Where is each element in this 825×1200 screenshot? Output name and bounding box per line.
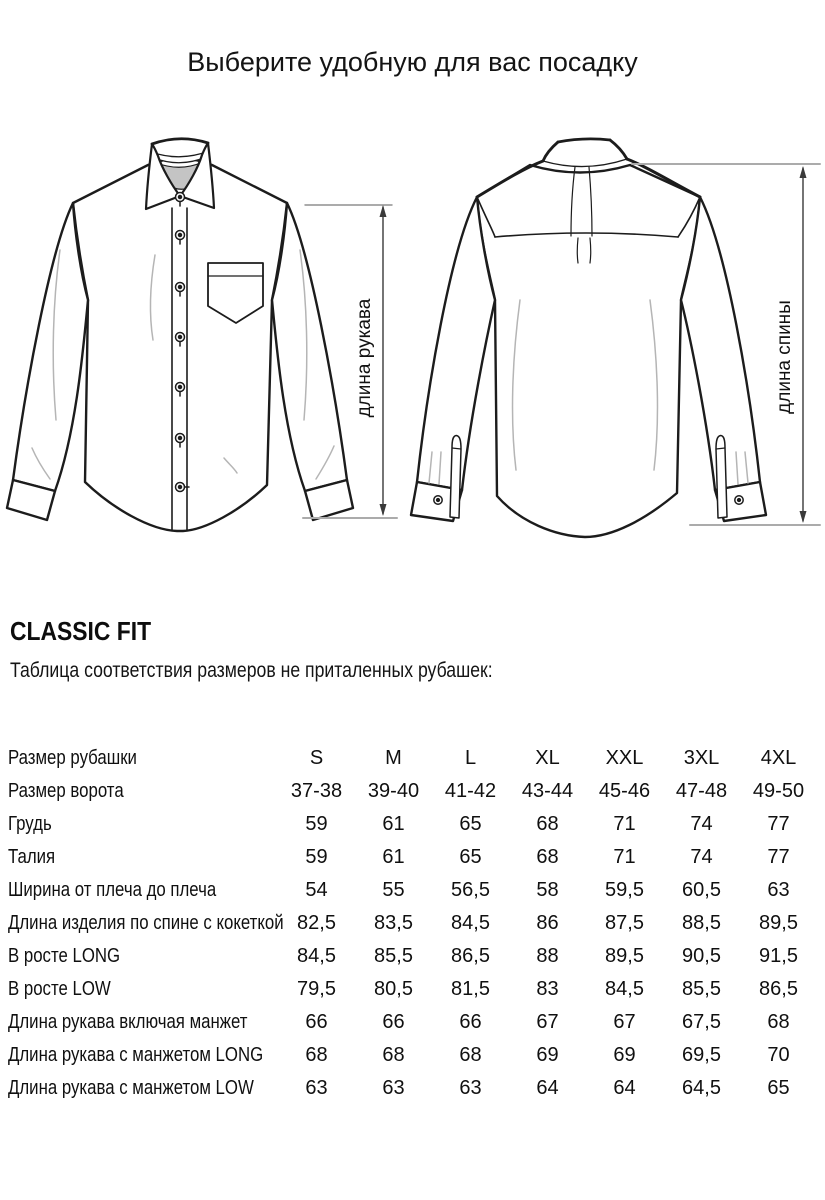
cell-value: 54 bbox=[305, 879, 328, 901]
cell-value: 86,5 bbox=[451, 945, 490, 967]
table-row bbox=[8, 874, 817, 907]
row-label: Длина рукава включая манжет bbox=[8, 1011, 248, 1033]
table-row bbox=[8, 808, 817, 841]
shirt-back-drawing bbox=[411, 139, 766, 537]
cell-value: 66 bbox=[382, 1011, 405, 1033]
row-label: В росте LOW bbox=[8, 978, 111, 1000]
row-label: Грудь bbox=[8, 813, 52, 835]
cell-value: 64 bbox=[613, 1077, 636, 1099]
cell-value: 55 bbox=[382, 879, 405, 901]
cell-value: 86 bbox=[536, 912, 559, 934]
cell-value: 68 bbox=[536, 846, 559, 868]
cell-value: 80,5 bbox=[374, 978, 413, 1000]
cell-value: 91,5 bbox=[759, 945, 798, 967]
cell-value: 90,5 bbox=[682, 945, 721, 967]
cell-value: 66 bbox=[459, 1011, 482, 1033]
cell-value: 68 bbox=[382, 1044, 405, 1066]
cell-value: 88 bbox=[536, 945, 559, 967]
cell-value: 89,5 bbox=[605, 945, 644, 967]
table-row bbox=[8, 841, 817, 874]
cell-value: 61 bbox=[382, 813, 405, 835]
page-title: Выберите удобную для вас посадку bbox=[187, 47, 638, 77]
cell-value: 69 bbox=[536, 1044, 559, 1066]
shirt-front-drawing bbox=[7, 139, 353, 531]
cell-value: S bbox=[309, 747, 324, 769]
table-row bbox=[8, 1006, 817, 1039]
cell-value: 66 bbox=[305, 1011, 328, 1033]
cell-value: 69 bbox=[613, 1044, 636, 1066]
table-row bbox=[8, 973, 817, 1006]
cell-value: 41-42 bbox=[444, 780, 497, 802]
table-row bbox=[8, 775, 817, 808]
cell-value: 65 bbox=[459, 813, 482, 835]
table-row bbox=[8, 742, 817, 775]
row-label: Длина изделия по спине с кокеткой bbox=[8, 912, 284, 934]
cell-value: 83,5 bbox=[374, 912, 413, 934]
cell-value: 37-38 bbox=[290, 780, 343, 802]
cell-value: 88,5 bbox=[682, 912, 721, 934]
cell-value: 64,5 bbox=[682, 1077, 721, 1099]
cell-value: XL bbox=[535, 747, 560, 769]
cell-value: 77 bbox=[767, 846, 790, 868]
cell-value: 84,5 bbox=[297, 945, 336, 967]
cell-value: 79,5 bbox=[297, 978, 336, 1000]
cell-value: 67 bbox=[536, 1011, 559, 1033]
cell-value: 64 bbox=[536, 1077, 559, 1099]
row-label: Ширина от плеча до плеча bbox=[8, 879, 217, 901]
row-label: Длина рукава с манжетом LONG bbox=[8, 1044, 264, 1066]
cell-value: 84,5 bbox=[605, 978, 644, 1000]
table-subtitle: Таблица соответствия размеров не приталенных рубашек: bbox=[10, 659, 493, 682]
cell-value: 77 bbox=[767, 813, 790, 835]
cell-value: 58 bbox=[536, 879, 559, 901]
cell-value: 59 bbox=[305, 846, 328, 868]
cell-value: 86,5 bbox=[759, 978, 798, 1000]
row-label: Длина рукава с манжетом LOW bbox=[8, 1077, 254, 1099]
cell-value: 89,5 bbox=[759, 912, 798, 934]
cell-value: 3XL bbox=[683, 747, 720, 769]
cell-value: 68 bbox=[305, 1044, 328, 1066]
cell-value: 82,5 bbox=[297, 912, 336, 934]
table-row bbox=[8, 1072, 817, 1105]
sleeve-length-label: длина рукава bbox=[354, 298, 375, 418]
cell-value: 81,5 bbox=[451, 978, 490, 1000]
cell-value: 59 bbox=[305, 813, 328, 835]
cell-value: 70 bbox=[767, 1044, 790, 1066]
cell-value: 63 bbox=[382, 1077, 405, 1099]
table-row bbox=[8, 1039, 817, 1072]
cell-value: 65 bbox=[459, 846, 482, 868]
cell-value: 68 bbox=[767, 1011, 790, 1033]
cell-value: M bbox=[385, 747, 402, 769]
cell-value: 67 bbox=[613, 1011, 636, 1033]
cell-value: 47-48 bbox=[675, 780, 728, 802]
cell-value: 67,5 bbox=[682, 1011, 721, 1033]
cell-value: 74 bbox=[690, 813, 713, 835]
cell-value: 65 bbox=[767, 1077, 790, 1099]
cell-value: 69,5 bbox=[682, 1044, 721, 1066]
fit-heading: CLASSIC FIT bbox=[10, 616, 152, 646]
row-label: Талия bbox=[8, 846, 56, 868]
cell-value: 43-44 bbox=[521, 780, 574, 802]
cell-value: 56,5 bbox=[451, 879, 490, 901]
cell-value: 85,5 bbox=[374, 945, 413, 967]
row-label: В росте LONG bbox=[8, 945, 121, 967]
cell-value: 83 bbox=[536, 978, 559, 1000]
row-label: Размер ворота bbox=[8, 780, 124, 802]
cell-value: 60,5 bbox=[682, 879, 721, 901]
cell-value: 49-50 bbox=[752, 780, 805, 802]
table-row bbox=[8, 940, 817, 973]
cell-value: 59,5 bbox=[605, 879, 644, 901]
back-length-label: длина спины bbox=[774, 300, 795, 414]
cell-value: 74 bbox=[690, 846, 713, 868]
cell-value: 71 bbox=[613, 846, 636, 868]
cell-value: 63 bbox=[767, 879, 790, 901]
cell-value: 84,5 bbox=[451, 912, 490, 934]
cell-value: 63 bbox=[459, 1077, 482, 1099]
row-label: Размер рубашки bbox=[8, 747, 137, 769]
cell-value: 68 bbox=[459, 1044, 482, 1066]
cell-value: 4XL bbox=[760, 747, 797, 769]
cell-value: L bbox=[464, 747, 477, 769]
shirt-diagram bbox=[0, 130, 825, 570]
size-table bbox=[8, 742, 817, 1105]
table-row bbox=[8, 907, 817, 940]
cell-value: 85,5 bbox=[682, 978, 721, 1000]
cell-value: 45-46 bbox=[598, 780, 651, 802]
cell-value: XXL bbox=[605, 747, 644, 769]
cell-value: 68 bbox=[536, 813, 559, 835]
cell-value: 71 bbox=[613, 813, 636, 835]
cell-value: 61 bbox=[382, 846, 405, 868]
cell-value: 63 bbox=[305, 1077, 328, 1099]
cell-value: 39-40 bbox=[367, 780, 420, 802]
cell-value: 87,5 bbox=[605, 912, 644, 934]
